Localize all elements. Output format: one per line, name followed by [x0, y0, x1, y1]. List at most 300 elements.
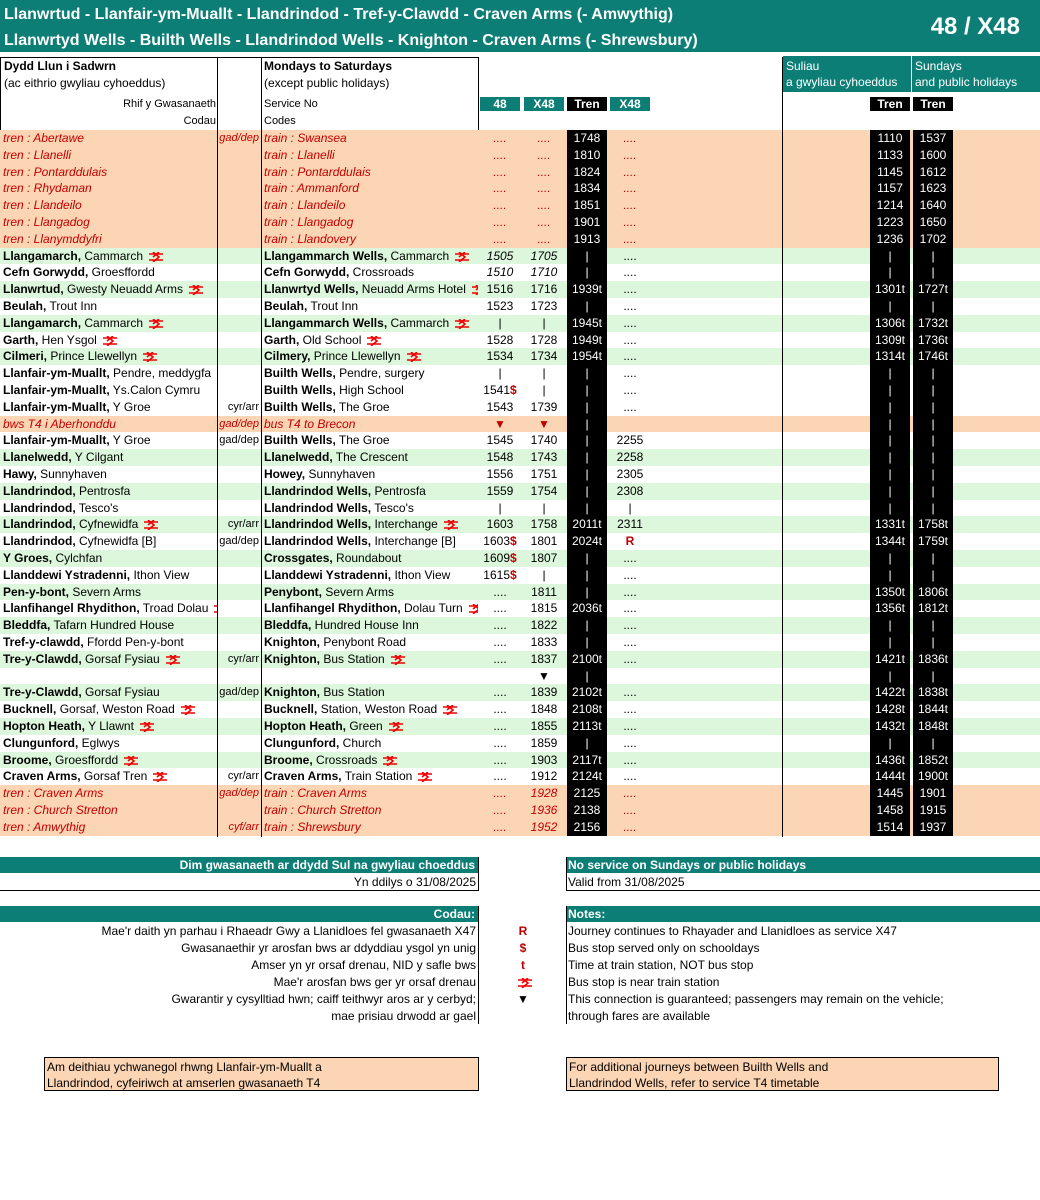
- t4-note-welsh-line2: Llandrindod, cyfeiriwch at amserlen gwasanaeth T4: [47, 1076, 321, 1090]
- departure-time: [480, 668, 520, 685]
- departure-time: 1609$: [483, 551, 517, 565]
- departure-time: ....: [623, 316, 637, 330]
- stop-place-english: Station, Weston Road: [317, 702, 438, 716]
- stop-name-english: [264, 684, 478, 701]
- stop-place-english: Dolau Turn: [400, 601, 463, 615]
- departure-time: 1615$: [483, 568, 517, 582]
- sunday-time: |: [870, 668, 910, 685]
- sunday-time: |: [913, 365, 953, 382]
- days-welsh: Dydd Llun i Sadwrn: [4, 59, 117, 73]
- timetable-row: [0, 449, 1040, 466]
- stop-town-welsh: Y Groes,: [3, 551, 53, 565]
- departure-time: 1545: [486, 433, 514, 447]
- note-welsh: Mae'r daith yn parhau i Rhaeadr Gwy a Llanidloes fel gwasanaeth X47: [101, 924, 476, 938]
- departure-time: ....: [493, 618, 507, 632]
- codes-welsh-title: Codau:: [433, 907, 475, 921]
- timetable-row: [0, 735, 1040, 752]
- stop-place-welsh: Trout Inn: [46, 299, 98, 313]
- sunday-time: 1309t: [870, 332, 910, 349]
- rail-station-icon: [381, 756, 399, 766]
- stop-place-english: train : Craven Arms: [264, 786, 367, 800]
- stop-place-welsh: Ffordd Pen-y-bont: [83, 635, 184, 649]
- sunday-time: 1759t: [913, 533, 953, 550]
- stop-town-welsh: Clungunford,: [3, 736, 79, 750]
- stop-name-english: [264, 500, 478, 517]
- stop-place-welsh: Y Groe: [109, 400, 151, 414]
- stop-code: gad/dep: [219, 434, 259, 446]
- stop-code: [218, 752, 261, 769]
- departure-time: |: [567, 550, 607, 567]
- departure-time: ....: [493, 585, 507, 599]
- departure-time: 1534: [486, 349, 514, 363]
- sun-en-label: Sundays: [915, 59, 962, 73]
- departure-time: ....: [537, 165, 551, 179]
- stop-name-welsh: [3, 147, 217, 164]
- departure-time: 1901: [567, 214, 607, 231]
- departure-time: 1743: [530, 450, 558, 464]
- title-english: Llanwrtyd Wells - Builth Wells - Llandrindod Wells - Knighton - Craven Arms (- Shrewsbury): [4, 32, 698, 49]
- stop-place-english: Roundabout: [332, 551, 402, 565]
- sunday-time: 1356t: [870, 600, 910, 617]
- stop-town-english: Penybont,: [264, 585, 323, 599]
- stop-code: [218, 466, 261, 483]
- rail-station-icon: [442, 520, 460, 530]
- departure-time: |: [567, 248, 607, 265]
- stop-code: [218, 802, 261, 819]
- departure-time: 1516: [486, 282, 514, 296]
- sunday-time: 1436t: [870, 752, 910, 769]
- stop-town-welsh: Llanfair-ym-Muallt,: [3, 433, 110, 447]
- stop-town-english: Llanfihangel Rhydithon,: [264, 601, 401, 615]
- departure-time: ....: [537, 131, 551, 145]
- stop-place-english: Green: [346, 719, 383, 733]
- departure-time: 1801: [530, 534, 558, 548]
- departure-time: 2138: [567, 802, 607, 819]
- departure-time: ....: [623, 400, 637, 414]
- stop-place-english: Hundred House Inn: [311, 618, 419, 632]
- stop-name-english: [264, 567, 478, 584]
- sunday-time: 1537: [913, 130, 953, 147]
- sunday-time: 1350t: [870, 584, 910, 601]
- departure-time: ....: [623, 585, 637, 599]
- stop-town-english: Llanelwedd,: [264, 450, 333, 464]
- rail-station-icon: [516, 978, 534, 988]
- departure-time: 1822: [530, 618, 558, 632]
- stop-town-welsh: Hopton Heath,: [3, 719, 85, 733]
- departure-time: |: [567, 634, 607, 651]
- stop-name-english: [264, 584, 478, 601]
- stop-code: [218, 315, 261, 332]
- stop-name-english: [264, 718, 478, 735]
- stop-code: [218, 197, 261, 214]
- timetable-row: [0, 752, 1040, 769]
- sunday-time: 1458: [870, 802, 910, 819]
- timetable-row: [0, 785, 1040, 802]
- timetable-row: [0, 617, 1040, 634]
- sunday-time: |: [870, 399, 910, 416]
- departure-time: 1740: [530, 433, 558, 447]
- stop-name-welsh: [3, 634, 217, 651]
- sunday-time: 1514: [870, 819, 910, 836]
- stop-code: gad/dep: [219, 686, 259, 698]
- stop-name-welsh: [3, 231, 217, 248]
- sunday-time: |: [870, 248, 910, 265]
- sunday-time: |: [870, 298, 910, 315]
- stop-place-welsh: Eglwys: [78, 736, 120, 750]
- divider-sun-mid: [911, 57, 912, 93]
- timetable-row: [0, 802, 1040, 819]
- departure-time: 2036t: [567, 600, 607, 617]
- departure-time: 2125: [567, 785, 607, 802]
- divider-left: [0, 57, 1, 130]
- stop-place-welsh: Hen Ysgol: [38, 333, 97, 347]
- departure-time: ....: [493, 753, 507, 767]
- stop-place-english: Cammarch: [387, 249, 450, 263]
- stop-place-english: The Groe: [335, 400, 390, 414]
- sunday-time: |: [870, 416, 910, 433]
- sunday-time: 1110: [870, 130, 910, 147]
- days-welsh-sub: (ac eithrio gwyliau cyhoeddus): [4, 76, 166, 90]
- timetable-row: [0, 533, 1040, 550]
- stop-town-welsh: Cefn Gorwydd,: [3, 265, 89, 279]
- departure-time: ....: [623, 769, 637, 783]
- rail-station-icon: [441, 705, 459, 715]
- departure-time: 1754: [530, 484, 558, 498]
- stop-name-english: [264, 332, 478, 349]
- stop-name-english: [264, 382, 478, 399]
- stop-name-english: [264, 617, 478, 634]
- departure-time: [610, 668, 650, 685]
- stop-name-welsh: [3, 315, 217, 332]
- departure-time: |: [542, 501, 546, 515]
- sunday-time: |: [913, 449, 953, 466]
- sun-train-header-2: Tren: [913, 97, 953, 111]
- timetable-row: [0, 768, 1040, 785]
- departure-time: ....: [493, 165, 507, 179]
- stop-name-english: [264, 130, 478, 147]
- timetable-row: [0, 197, 1040, 214]
- stop-name-english: [264, 785, 478, 802]
- stop-name-welsh: [3, 365, 217, 382]
- timetable-row: [0, 147, 1040, 164]
- departure-time: ....: [623, 299, 637, 313]
- stop-place-welsh: Prince Llewellyn: [47, 349, 138, 363]
- t4-note-english-line1: For additional journeys between Builth Wells and: [569, 1060, 829, 1074]
- stop-place-english: Pendre, surgery: [335, 366, 425, 380]
- departure-time: |: [567, 584, 607, 601]
- stop-name-welsh: [3, 382, 217, 399]
- stop-town-english: Llandrindod Wells,: [264, 517, 372, 531]
- sunday-time: 1236: [870, 231, 910, 248]
- stop-place-welsh: tren : Craven Arms: [3, 786, 104, 800]
- divider-codes: [217, 57, 218, 837]
- departure-time: ....: [623, 618, 637, 632]
- rail-station-icon: [365, 336, 383, 346]
- departure-time: |: [567, 382, 607, 399]
- stop-name-welsh: [3, 214, 217, 231]
- sunday-time: |: [870, 449, 910, 466]
- stop-code: [218, 550, 261, 567]
- departure-time: 1748: [567, 130, 607, 147]
- rail-station-icon: [416, 772, 434, 782]
- stop-name-english: [264, 819, 478, 836]
- note-symbol: [480, 974, 566, 991]
- departure-time: [610, 416, 650, 433]
- departure-time: ....: [493, 719, 507, 733]
- sunday-time: 1736t: [913, 332, 953, 349]
- sunday-time: |: [870, 382, 910, 399]
- stop-place-welsh: Gorsaf, Weston Road: [56, 702, 175, 716]
- stop-name-welsh: [3, 248, 217, 265]
- departure-time: 1710: [530, 265, 558, 279]
- no-service-english-bar: [566, 857, 1040, 873]
- stop-place-welsh: tren : Llanymddyfri: [3, 232, 102, 246]
- stop-town-welsh: Pen-y-bont,: [3, 585, 69, 599]
- note-symbol: R: [518, 924, 528, 938]
- timetable-row: [0, 214, 1040, 231]
- timetable-row: [0, 701, 1040, 718]
- note-symbol: ▼: [517, 992, 529, 1006]
- stop-town-english: Craven Arms,: [264, 769, 342, 783]
- sunday-time: |: [913, 466, 953, 483]
- sunday-time: 1702: [913, 231, 953, 248]
- departure-time: |: [567, 399, 607, 416]
- departure-time: 2305: [616, 467, 644, 481]
- sunday-time: |: [870, 617, 910, 634]
- departure-time: ....: [493, 148, 507, 162]
- stop-town-english: Llandrindod Wells,: [264, 501, 372, 515]
- stop-town-english: Llandrindod Wells,: [264, 484, 372, 498]
- stop-place-welsh: tren : Rhydaman: [3, 181, 92, 195]
- days-english: Mondays to Saturdays: [264, 59, 393, 73]
- departure-time: 2102t: [567, 684, 607, 701]
- stop-place-english: Interchange [B]: [371, 534, 456, 548]
- sunday-time: 1900t: [913, 768, 953, 785]
- footer-divider-cy: [478, 857, 479, 891]
- departure-time: |: [567, 432, 607, 449]
- stop-town-welsh: Llandrindod,: [3, 484, 76, 498]
- departure-time: 1928: [530, 786, 558, 800]
- note-english: through fares are available: [568, 1009, 711, 1023]
- stop-name-english: [264, 516, 478, 533]
- departure-time: 2100t: [567, 651, 607, 668]
- train-header: Tren: [567, 97, 607, 111]
- sunday-time: |: [913, 500, 953, 517]
- timetable-row: [0, 348, 1040, 365]
- departure-time: ....: [623, 232, 637, 246]
- rail-station-icon: [141, 352, 159, 362]
- stop-place-welsh: Cyfnewidfa [B]: [75, 534, 157, 548]
- timetable-header: [0, 0, 1040, 52]
- sunday-time: |: [913, 567, 953, 584]
- stop-place-english: Bus Station: [319, 652, 385, 666]
- departure-time: |: [567, 298, 607, 315]
- timetable-row: [0, 298, 1040, 315]
- stop-place-welsh: Troad Dolau: [139, 601, 209, 615]
- departure-time: ....: [623, 753, 637, 767]
- stop-name-welsh: [3, 281, 217, 298]
- departure-time: ....: [493, 736, 507, 750]
- service-x48b-header: X48: [610, 97, 650, 111]
- stop-name-english: [264, 365, 478, 382]
- header-border-top: [0, 57, 478, 58]
- departure-time: |: [567, 466, 607, 483]
- stop-town-welsh: Llangamarch,: [3, 249, 82, 263]
- stop-place-english: Prince Llewellyn: [310, 349, 401, 363]
- departure-time: |: [567, 735, 607, 752]
- sunday-time: 1301t: [870, 281, 910, 298]
- stop-code: [218, 231, 261, 248]
- stop-place-welsh: Cylchfan: [52, 551, 103, 565]
- timetable-row: [0, 516, 1040, 533]
- stop-code: cyr/arr: [227, 401, 259, 413]
- rail-station-icon: [142, 520, 160, 530]
- stop-place-welsh: Gorsaf Fysiau: [81, 685, 160, 699]
- departure-time: |: [567, 416, 607, 433]
- departure-time: ....: [623, 181, 637, 195]
- sunday-time: 1344t: [870, 533, 910, 550]
- rail-station-icon: [453, 319, 471, 329]
- departure-time: ....: [623, 702, 637, 716]
- stop-name-welsh: [3, 416, 217, 433]
- stop-name-english: [264, 600, 478, 617]
- departure-time: ▼: [538, 417, 550, 431]
- column-header-area: [0, 56, 1040, 128]
- stop-town-welsh: Llandrindod,: [3, 517, 76, 531]
- departure-time: ....: [493, 601, 507, 615]
- timetable-row: [0, 399, 1040, 416]
- stop-town-english: Howey,: [264, 467, 306, 481]
- stop-code: [218, 180, 261, 197]
- departure-time: |: [542, 366, 546, 380]
- departure-time: |: [567, 567, 607, 584]
- footer-line-1: [0, 890, 478, 891]
- departure-time: ....: [493, 635, 507, 649]
- stop-name-welsh: [3, 264, 217, 281]
- stop-code: [218, 634, 261, 651]
- stop-name-english: [264, 449, 478, 466]
- stop-place-english: Bus Station: [319, 685, 385, 699]
- stop-town-english: Llangammarch Wells,: [264, 249, 388, 263]
- sunday-time: 1901: [913, 785, 953, 802]
- sunday-time: |: [913, 617, 953, 634]
- timetable-row: [0, 416, 1040, 433]
- stop-town-welsh: Llanelwedd,: [3, 450, 72, 464]
- stop-name-welsh: [3, 500, 217, 517]
- stop-place-english: train : Llanelli: [264, 148, 335, 162]
- stop-code: gad/dep: [219, 535, 259, 547]
- timetable-row: [0, 315, 1040, 332]
- stop-town-welsh: Tref-y-clawdd,: [3, 635, 84, 649]
- sunday-time: 1746t: [913, 348, 953, 365]
- note-welsh: Gwarantir y cysylltiad hwn; caiff teithwyr aros ar y cerbyd;: [171, 992, 476, 1006]
- departure-time: ....: [623, 820, 637, 834]
- departure-time: |: [567, 483, 607, 500]
- stop-place-english: Penybont Road: [319, 635, 407, 649]
- sunday-time: |: [870, 735, 910, 752]
- departure-time: ....: [493, 803, 507, 817]
- rail-station-icon: [147, 319, 165, 329]
- stop-name-english: [264, 802, 478, 819]
- stop-name-english: [264, 315, 478, 332]
- departure-time: 2011t: [567, 516, 607, 533]
- departure-time: 1939t: [567, 281, 607, 298]
- stop-name-english: [264, 668, 478, 685]
- departure-time: 1810: [567, 147, 607, 164]
- sunday-time: |: [870, 567, 910, 584]
- departure-time: ....: [493, 215, 507, 229]
- stop-name-welsh: [3, 584, 217, 601]
- t4-note-english: [566, 1057, 999, 1091]
- stop-name-english: [264, 550, 478, 567]
- departure-time: |: [542, 383, 546, 397]
- stop-place-english: Tesco's: [371, 501, 414, 515]
- stop-place-welsh: Sunnyhaven: [36, 467, 107, 481]
- stop-town-welsh: Hawy,: [3, 467, 37, 481]
- stop-town-english: Builth Wells,: [264, 433, 336, 447]
- stop-town-english: Broome,: [264, 753, 313, 767]
- stop-name-welsh: [3, 197, 217, 214]
- stop-name-english: [264, 466, 478, 483]
- departure-time: R: [625, 534, 635, 548]
- stop-name-english: [264, 735, 478, 752]
- stop-town-welsh: Llanfair-ym-Muallt,: [3, 366, 110, 380]
- stop-place-english: Pentrosfa: [371, 484, 426, 498]
- departure-time: |: [567, 668, 607, 685]
- stop-code: [218, 214, 261, 231]
- sunday-time: |: [870, 365, 910, 382]
- stop-place-english: train : Swansea: [264, 131, 347, 145]
- stop-town-english: Llangammarch Wells,: [264, 316, 388, 330]
- rail-station-icon: [470, 285, 478, 295]
- departure-time: 1839: [530, 685, 558, 699]
- stop-place-english: train : Llangadog: [264, 215, 354, 229]
- departure-time: 1505: [486, 249, 514, 263]
- stop-town-english: Builth Wells,: [264, 383, 336, 397]
- stop-code: [218, 449, 261, 466]
- sunday-time: 1848t: [913, 718, 953, 735]
- stop-code: [218, 248, 261, 265]
- stop-code: cyr/arr: [227, 770, 259, 782]
- departure-time: ....: [537, 215, 551, 229]
- departure-time: ....: [623, 568, 637, 582]
- stop-code: [218, 332, 261, 349]
- sunday-time: |: [913, 416, 953, 433]
- stop-code: cyf/arr: [228, 821, 259, 833]
- sunday-time: |: [913, 668, 953, 685]
- stop-place-english: Sunnyhaven: [305, 467, 376, 481]
- stop-name-english: [264, 533, 478, 550]
- notes-english-title: Notes:: [568, 907, 606, 921]
- sunday-time: 1314t: [870, 348, 910, 365]
- stop-name-welsh: [3, 600, 217, 617]
- stop-place-welsh: Gorsaf Tren: [80, 769, 148, 783]
- t4-note-english-line2: Llandrindod Wells, refer to service T4 timetable: [569, 1076, 820, 1090]
- sunday-time: 1145: [870, 164, 910, 181]
- timetable-row: [0, 180, 1040, 197]
- departure-time: 1739: [530, 400, 558, 414]
- departure-time: 1945t: [567, 315, 607, 332]
- departure-time: 1723: [530, 299, 558, 313]
- stop-code: [218, 500, 261, 517]
- sunday-time: 1432t: [870, 718, 910, 735]
- stop-town-english: Bleddfa,: [264, 618, 312, 632]
- rail-station-icon: [389, 655, 407, 665]
- departure-time: 1815: [530, 601, 558, 615]
- stop-town-welsh: Llangamarch,: [3, 316, 82, 330]
- departure-time: 1851: [567, 197, 607, 214]
- stop-name-welsh: [3, 701, 217, 718]
